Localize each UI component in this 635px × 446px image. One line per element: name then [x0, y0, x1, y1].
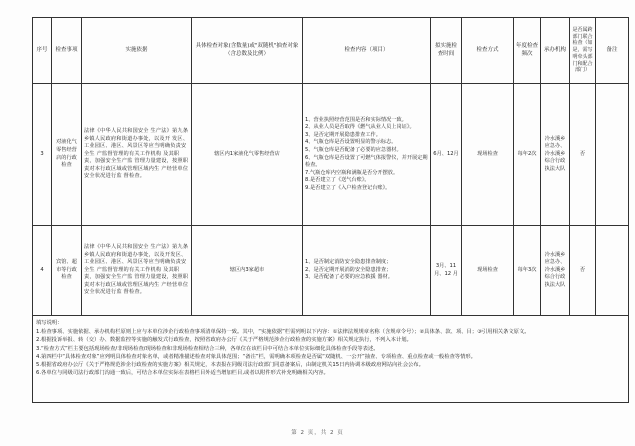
cell-seq: 3 — [33, 84, 52, 226]
cell-item: 宾馆、超市等行政检查 — [52, 226, 82, 316]
cell-org: 冷水溪乡应急办、冷水溪乡综合行政执法大队 — [541, 226, 570, 316]
note-line: 5.根据省政府办公厅《关于严格规范涉企行政检查的实施方案》相关规定，本表报在同级司法行政部门同意备案后，由制定机关15日内协调本级政府网站向社会公布。 — [36, 362, 424, 369]
cell-org: 冷水溪乡应急办、冷水溪乡综合行政执法大队 — [541, 84, 570, 226]
header-basis: 实施依据 — [82, 18, 192, 84]
content-item: 9.是否建立了《入户检查登记台账》。 — [305, 184, 391, 191]
note-line: 6.各单位与同级司法行政部门沟通一致后，可结合本单位实际在表格栏目外适当增加栏目,或者以附件形式补充明确相关内容。 — [36, 370, 329, 377]
header-time: 拟实施检查时间 — [431, 18, 462, 84]
cell-target: 辖区内3家超市 — [192, 226, 303, 316]
cell-basis: 法律《中华人民共和国安全 生产法》第九条乡镇人民政府和街道办事处，以及开 发区、工业园区、港区、风景区等应当明确负责安全生 产监督管理的有关工作机构 及其职责，加强安全生产监 管理力量建设，按照职责对本行政区域或管理区域内生 产经营单位安全状况进行监 督检查。 — [82, 84, 192, 226]
notes-title: 填写说明： — [36, 320, 63, 326]
note-line: 1.检查事项、实施依据、承办机构栏原则上应与本单位涉企行政检查事项清单保持一致。其中，“实施依据”栏需列明以下内容：①法律法规规章名称（含规章令号）；②具体条、款、项、目；③引用相关条文原文。 — [36, 329, 530, 336]
cell-freq: 每年3次 — [514, 226, 541, 316]
cell-seq: 4 — [33, 226, 52, 316]
content-item: 6、气瓶仓库是否设置了可燃气体报警仪，并开展定期检查。 — [305, 154, 428, 169]
cell-method: 现场检查 — [462, 226, 514, 316]
cell-time: 3月、11月、12 月 — [431, 226, 462, 316]
note-line: 2.根据投诉举报、转（交）办、数据监控等实施的触发式行政检查，按照省政府办公厅《关于严格规范涉企行政检查的实施方案》相关规定执行，不列入本计划。 — [36, 337, 412, 344]
cell-basis: 法律《中华人民共和国安全 生产法》第九条乡镇人民政府和街道办事处，以及开发区、工业园区、港区、风景区等应当明确负责安全生 产监督管理的有关工作机构 及其职责，加强安全生产监 管理力量建设，按照职责对本行政区域或管理区域内生 产经营单位安全状况进行监 督检查。 — [82, 226, 192, 316]
content-item: 3、是否定期开展隐患排查工作。 — [305, 131, 381, 138]
content-item: 4、气瓶仓库是否设置明显的警示标志。 — [305, 139, 397, 146]
header-item: 检查事项 — [52, 18, 82, 84]
content-item: 2、从业人员是否取得《燃气从业人员上岗证》。 — [305, 124, 415, 131]
notes-cell — [33, 316, 629, 403]
cell-item: 对液化气零售经营店的行政检查 — [52, 84, 82, 226]
content-item: 2、是否定期开展消防安全隐患排查； — [305, 266, 392, 273]
cell-freq: 每年2次 — [514, 84, 541, 226]
cell-content — [303, 84, 431, 226]
content-item: 5、气瓶仓库是否配备了必要的应急器材。 — [305, 146, 402, 153]
table-row — [33, 226, 629, 316]
content-item: 7.气瓶仓库内空瓶和满瓶是否分开摆放。 — [305, 169, 399, 176]
cell-remark — [596, 226, 629, 316]
cell-remark — [596, 84, 629, 226]
header-remark: 备注 — [596, 18, 629, 84]
header-method: 检查方式 — [462, 18, 514, 84]
header-freq: 年度检查频次 — [514, 18, 541, 84]
cell-content — [303, 226, 431, 316]
cell-time: 6月、12月 — [431, 84, 462, 226]
header-seq: 序号 — [33, 18, 52, 84]
cell-joint: 否 — [570, 84, 596, 226]
cell-target: 辖区内1家液化气零售经营店 — [192, 84, 303, 226]
cell-method: 现场检查 — [462, 84, 514, 226]
header-target: 具体检查对象(含数量)或"双随机"抽查对象（含总数及比例） — [192, 18, 303, 84]
header-content: 检查内容（项目） — [303, 18, 431, 84]
cell-joint: 否 — [570, 226, 596, 316]
header-org: 承办机构 — [541, 18, 570, 84]
note-line: 4.第四栏中“具体检查对象”应列明具体检查对象名单，或者精准描述检查对象具体范围；“备注”栏，需明确本项检查是否属“双随机、一公开”抽查、专项检查、重点检查或一般检查等情形。 — [36, 353, 476, 360]
notes-row — [33, 316, 629, 403]
header-joint: 是否属跨部门联合检查（如是，需写明牵头部门和配合部门） — [570, 18, 596, 84]
content-item: 1、是否制定消防安全隐患排查制度； — [305, 259, 392, 266]
inspection-plan-table — [32, 17, 629, 403]
table-row — [33, 84, 629, 226]
content-item: 1、营业执照经营范围是否和实际情况一致。 — [305, 116, 407, 123]
page-number: 第 2 页，共 2 页 — [291, 430, 344, 436]
note-line: 3.“检查方式”栏主要包括现场检查/非现场检查/现场检查和非现场检查相结合三种，各单位在该栏目中可结合本单位实际细化具体检查手段等表述。 — [36, 345, 379, 352]
content-item: 8.是否建立了《送气台账》。 — [305, 177, 370, 184]
content-item: 3、是否配备了必要的应急救援 器材。 — [305, 274, 393, 281]
table-header-row — [33, 18, 629, 84]
